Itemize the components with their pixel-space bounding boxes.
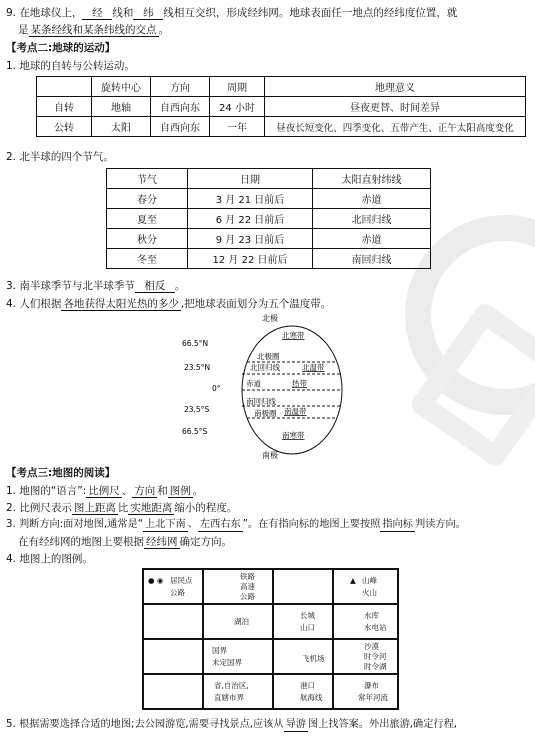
s3-item2-blank2: 实地距离 [130, 502, 173, 514]
legend-sea-route: 航海线 [300, 693, 323, 702]
legend-lake: 湖泊 [234, 617, 249, 626]
table-header: 太阳直射纬线 [313, 169, 431, 189]
table-cell: 公转 [37, 117, 92, 137]
table-row [107, 209, 431, 229]
s3-item1-blank1: 比例尺 [88, 485, 120, 497]
q9-text: 9. 在地球仪上， [6, 7, 83, 19]
tropic-cancer-label: 北回归线 [250, 363, 280, 372]
table-cell: 秋分 [107, 229, 188, 249]
north-frigid-label: 北寒带 [282, 331, 305, 340]
legend-seasonal-lake: 时令湖 [364, 662, 387, 671]
s3-item3-text-c: 判读方向。 [414, 519, 466, 530]
table-header: 节气 [107, 169, 188, 189]
legend-cell-peak: ▲ 山峰 火山 [333, 569, 398, 604]
s3-item1-sep1: 、 [121, 485, 133, 497]
south-pole-label: 南极 [262, 451, 278, 460]
legend-highway-2: 公路 [240, 592, 255, 601]
section-3-item-3-line2 [18, 535, 529, 549]
table-cell: 一年 [210, 117, 265, 137]
legend-cell-map2 [143, 639, 203, 674]
legend-railway: 铁路 [240, 572, 255, 581]
table-cell: 冬至 [107, 249, 188, 269]
legend-province: 省,自治区, [214, 681, 249, 690]
item-3-blank: 相反 [135, 280, 175, 293]
section-3-item-5 [6, 718, 529, 732]
table-cell: 自转 [37, 97, 92, 117]
table-cell: 夏至 [107, 209, 188, 229]
legend-hydro: 水电站 [364, 623, 387, 632]
s3-item3-blank3: 指向标 [382, 519, 413, 530]
legend-pass: 山口 [300, 623, 315, 632]
legend-cell-map3 [143, 674, 203, 709]
section-3-item-3-line1 [6, 518, 529, 532]
legend-seasonal-river-2: 常年河流 [358, 693, 388, 702]
table-cell: 12 月 22 日前后 [188, 249, 313, 269]
s3-item2-end: 缩小的程度。 [174, 502, 238, 514]
s3-item3-text: 3. 判断方向:面对地图,通常是“ [6, 519, 143, 530]
s3-item3-text-e: 确定方向。 [179, 536, 232, 548]
table-cell: 太阳 [92, 117, 151, 137]
legend-cell-lake [203, 604, 273, 639]
s3-item1-sep2: 和 [157, 485, 168, 497]
table-row [107, 229, 431, 249]
south-temperate-label: 南温带 [284, 407, 307, 416]
table-cell: 自西向东 [151, 117, 210, 137]
s3-item2-text: 2. 比例尺表示 [6, 502, 72, 514]
question-9-line1 [6, 6, 529, 20]
s3-item2-blank1: 图上距离 [73, 502, 116, 514]
section-2-item-3 [6, 279, 529, 293]
question-9-line2 [18, 23, 529, 37]
table-cell: 地轴 [92, 97, 151, 117]
s3-item1-blank2: 方向 [134, 485, 156, 497]
legend-cell-port [273, 674, 333, 709]
legend-road: 公路 [170, 588, 185, 597]
section-3-item-4: 4. 地图上的图例。 [6, 553, 93, 565]
legend-cell-airport [273, 639, 333, 674]
s3-item3-text-b: ”。在有指向标的地图上要按照 [242, 519, 381, 530]
s3-item2-sep: 比 [117, 502, 129, 514]
legend-desert: 沙漠 [364, 642, 379, 651]
item-3-text: 3. 南半球季节与北半球季节 [6, 280, 135, 292]
section-2-heading: 【考点二:地球的运动】 [6, 42, 116, 54]
legend-airport: 飞机场 [302, 654, 325, 663]
s3-item3-blank1: 上北下南 [144, 519, 186, 530]
q9-text-b: 线和 [112, 7, 134, 19]
table-cell: 春分 [107, 189, 188, 209]
legend-seasonal-river: 时令河 [364, 652, 387, 661]
section-2-item-2: 2. 北半球的四个节气。 [6, 151, 114, 163]
legend-border: 国界 [212, 646, 227, 655]
lat-235s-label: 23.5°S [184, 405, 210, 414]
q9-text-e: 。 [158, 24, 169, 36]
item-3-end: 。 [174, 280, 186, 292]
table-row [107, 189, 431, 209]
table-row [107, 249, 431, 269]
antarctic-circle-label: 南极圈 [254, 409, 277, 418]
table-cell: 昼夜长短变化、四季变化、五带产生、正午太阳高度变化 [265, 117, 526, 137]
table-cell: 赤道 [313, 189, 431, 209]
s3-item5-text: 5. 根据需要选择合适的地图;去公园游览,需要寻找景点,应该从 [6, 719, 284, 730]
table-header: 周期 [210, 77, 265, 97]
north-pole-label: 北极 [262, 314, 278, 323]
table-cell: 3 月 21 日前后 [188, 189, 313, 209]
table-cell: 昼夜更替、时间差异 [265, 97, 526, 117]
table-cell: 北回归线 [313, 209, 431, 229]
table-cell: 南回归线 [313, 249, 431, 269]
s3-item3-text-d: 在有经纬网的地图上要根据 [18, 536, 144, 548]
table-cell: 6 月 22 日前后 [188, 209, 313, 229]
solar-terms-table [106, 168, 431, 269]
s3-item3-blank2: 左西右东 [199, 519, 241, 530]
legend-cell-border [203, 639, 273, 674]
equator-label: 赤道 [246, 379, 261, 388]
legend-cell-map [143, 604, 203, 639]
item-4-blank: 各地获得太阳光热的多少 [63, 298, 179, 310]
legend-residential: 居民点 [170, 576, 193, 585]
q9-blank-3: 某条经线和某条纬线的交点 [30, 24, 157, 36]
table-header: 旋转中心 [92, 77, 151, 97]
legend-undefined-border: 未定国界 [212, 658, 242, 667]
s3-item5-end: 图上找答案。外出旅游,确定行程, [307, 719, 458, 730]
table-header [37, 77, 92, 97]
section-3-item-2 [6, 501, 529, 515]
arctic-circle-label: 北极圈 [257, 352, 280, 361]
lat-235n-label: 23.5°N [184, 363, 211, 372]
legend-cell-railway [203, 569, 273, 604]
table-header-row [37, 77, 526, 97]
legend-cell-province [203, 674, 273, 709]
q9-text-c: 线相互交织，形成经纬网。地球表面任一地点的经纬度位置，就 [163, 7, 458, 19]
section-2-item-4 [6, 297, 529, 311]
table-header: 地理意义 [265, 77, 526, 97]
legend-municipality: 直辖市界 [214, 693, 244, 702]
lat-665s-label: 66.5°S [182, 427, 208, 436]
table-header: 方向 [151, 77, 210, 97]
map-legend [142, 568, 399, 710]
s3-item1-end: 。 [192, 485, 204, 497]
legend-cell-terrain [273, 569, 333, 604]
legend-wall: 长城 [300, 611, 315, 620]
item-4-text: 4. 人们根据 [6, 298, 62, 310]
q9-text-d: 是 [18, 24, 29, 36]
legend-waterfall: 瀑布 [364, 681, 379, 690]
lat-665n-label: 66.5°N [182, 339, 209, 348]
legend-cell-desert [333, 639, 398, 674]
s3-item5-blank: 导游 [285, 719, 306, 730]
table-cell: 自西向东 [151, 97, 210, 117]
legend-highway: 高速 [240, 582, 255, 591]
table-cell: 9 月 23 日前后 [188, 229, 313, 249]
table-cell: 赤道 [313, 229, 431, 249]
legend-cell-reservoir [333, 604, 398, 639]
lat-0-label: 0° [212, 384, 221, 393]
legend-peak: 山峰 [362, 576, 377, 585]
table-cell: 24 小时 [210, 97, 265, 117]
temperature-zones-diagram [180, 312, 360, 460]
table-header-row [107, 169, 431, 189]
table-row [37, 117, 526, 137]
legend-cell-residential: ● ◉ 居民点 公路 [143, 569, 203, 604]
legend-volcano: 火山 [362, 588, 377, 597]
legend-cell-wall [273, 604, 333, 639]
section-2-item-1: 1. 地球的自转与公转运动。 [6, 60, 135, 72]
legend-port: 港口 [300, 681, 315, 690]
section-3-item-1 [6, 484, 529, 498]
legend-reservoir: 水库 [364, 611, 379, 620]
table-header: 日期 [188, 169, 313, 189]
s3-item1-blank3: 图例 [169, 485, 191, 497]
s3-item3-sep: 、 [187, 519, 198, 530]
motion-table [36, 76, 526, 137]
item-4-end: ,把地球表面划分为五个温度带。 [180, 298, 332, 310]
tropic-capricorn-label: 南回归线 [246, 397, 276, 406]
q9-blank-2: 纬 [133, 7, 163, 20]
q9-blank-1: 经 [82, 7, 112, 20]
s3-item1-text: 1. 地图的“语言”: [6, 485, 87, 497]
section-3-heading: 【考点三:地图的阅读】 [6, 467, 116, 479]
north-temperate-label: 北温带 [302, 363, 325, 372]
table-row [37, 97, 526, 117]
s3-item3-blank4: 经纬网 [146, 536, 178, 548]
south-frigid-label: 南寒带 [282, 431, 305, 440]
tropical-label: 热带 [292, 379, 307, 388]
legend-cell-waterfall [333, 674, 398, 709]
